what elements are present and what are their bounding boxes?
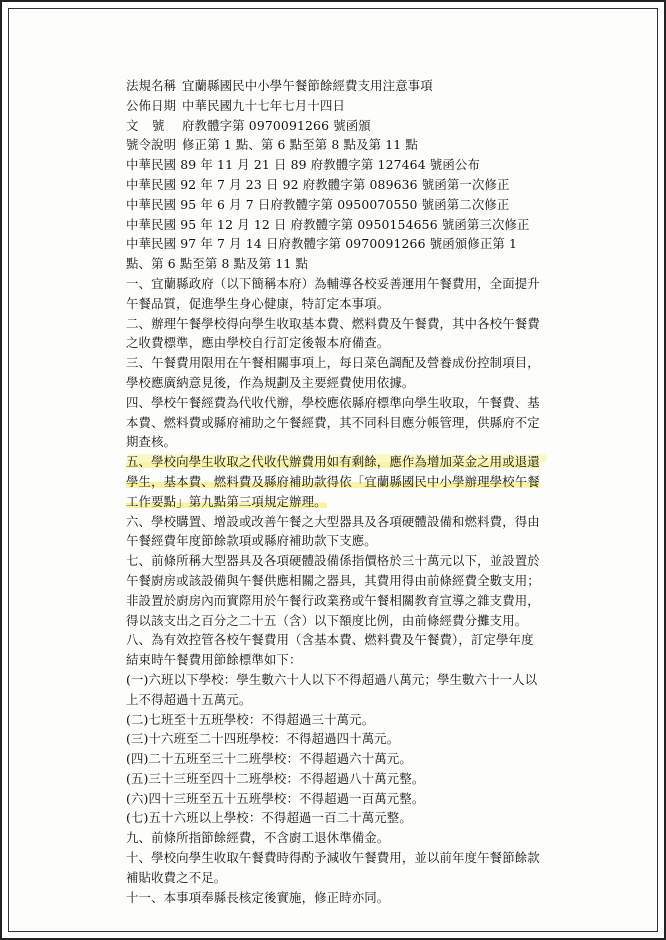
item-4: 四、學校午餐經費為代收代辦，學校應依縣府標準向學生收取，午餐費、基本費、燃料費或縣府補助之午餐經費，其不同科目應分帳管理，供縣府不定期查核。	[126, 394, 540, 450]
header-note	[126, 135, 546, 155]
sub-item-2: (二)七班至十五班學校：不得超過三十萬元。	[126, 711, 375, 727]
item-6: 六、學校購置、增設或改善午餐之大型器具及各項硬體設備和燃料費，得由午餐經費年度節餘款項或縣府補助款下支應。	[126, 513, 540, 549]
doc-label: 文號	[126, 117, 179, 133]
item-9: 九、前條所指節餘經費，不含廚工退休準備金。	[126, 830, 390, 846]
name-label: 法規名稱	[126, 78, 177, 93]
item-5-highlighted-text: 五、學校向學生收取之代收代辦費用如有剩餘，應作為增加菜金之用或退還學生，基本費、燃料費及縣府補助款得依「宜蘭縣國民中小學辦理學校午餐工作要點」第九點第三項規定辦理。	[126, 454, 540, 509]
item-7: 七、前條所稱大型器具及各項硬體設備係指價格於三十萬元以下，並設置於午餐廚房或該設備與午餐供應相關之器具，其費用得由前條經費全數支用；非設置於廚房內而實際用於午餐行政業務或午餐相關教育宣導之雜支費用，得以該支出之百分之二十五（含）以下額度比例，由前條經費分攤支用。	[126, 553, 540, 628]
item-5	[126, 452, 546, 511]
sub-item-5: (五)三十三班至四十二班學校：不得超過八十萬元整。	[126, 770, 425, 786]
name-value: 宜蘭縣國民中小學午餐節餘經費支用注意事項	[182, 78, 433, 93]
history-line: 中華民國 97 年 7 月 14 日府教體字第 0970091266 號函頒修正第 1 點、第 6 點至第 8 點及第 11 點	[126, 236, 518, 272]
sub-item-4: (四)二十五班至三十二班學校：不得超過六十萬元。	[126, 751, 412, 767]
item-8: 八、為有效控管各校午餐費用（含基本費、燃料費及午餐費），訂定學年度結束時午餐費用節餘標準如下：	[126, 632, 534, 668]
history-line: 中華民國 95 年 12 月 12 日 府教體字第 0950154656 號函第三次修正	[126, 216, 530, 232]
history-line: 中華民國 95 年 6 月 7 日府教體字第 0950070550 號函第二次修正	[126, 196, 510, 212]
history-line: 中華民國 92 年 7 月 23 日 92 府教體字第 089636 號函第一次修正	[126, 176, 510, 192]
sub-item-6: (六)四十三班至五十五班學校：不得超過一百萬元整。	[126, 790, 425, 806]
history-line: 中華民國 89 年 11 月 21 日 89 府教體字第 127464 號函公布	[126, 157, 481, 173]
regulation-document	[126, 76, 546, 907]
header-name	[126, 76, 546, 96]
item-2: 二、辦理午餐學校得向學生收取基本費、燃料費及午餐費，其中各校午餐費之收費標準，應由學校自行訂定後報本府備查。	[126, 315, 540, 351]
sub-item-1: (一)六班以下學校：學生數六十人以下不得超過八萬元；學生數六十一人以上不得超過十五萬元。	[126, 671, 538, 707]
item-1: 一、宜蘭縣政府（以下簡稱本府）為輔導各校妥善運用午餐費用，全面提升午餐品質，促進學生身心健康，特訂定本事項。	[126, 275, 540, 311]
sub-item-7: (七)五十六班以上學校：不得超過一百二十萬元整。	[126, 810, 412, 826]
item-11: 十一、本事項奉縣長核定後實施，修正時亦同。	[126, 889, 390, 905]
item-10: 十、學校向學生收取午餐費時得酌予減收午餐費用，並以前年度午餐節餘款補貼收費之不足。	[126, 850, 540, 885]
note-value: 修正第 1 點、第 6 點至第 8 點及第 11 點	[182, 137, 418, 153]
sub-item-3: (三)十六班至二十四班學校：不得超過四十萬元。	[126, 731, 400, 747]
note-label: 號令說明	[126, 137, 177, 153]
header-date	[126, 96, 546, 116]
item-3: 三、午餐費用限用在午餐相關事項上，每日菜色調配及營養成份控制項目，學校應廣納意見後，作為規劃及主要經費使用依據。	[126, 355, 540, 390]
date-value: 中華民國九十七年七月十四日	[182, 97, 346, 113]
date-label: 公佈日期	[126, 97, 177, 113]
header-doc-number	[126, 116, 546, 136]
doc-value: 府教體字第 0970091266 號函頒	[182, 117, 371, 133]
